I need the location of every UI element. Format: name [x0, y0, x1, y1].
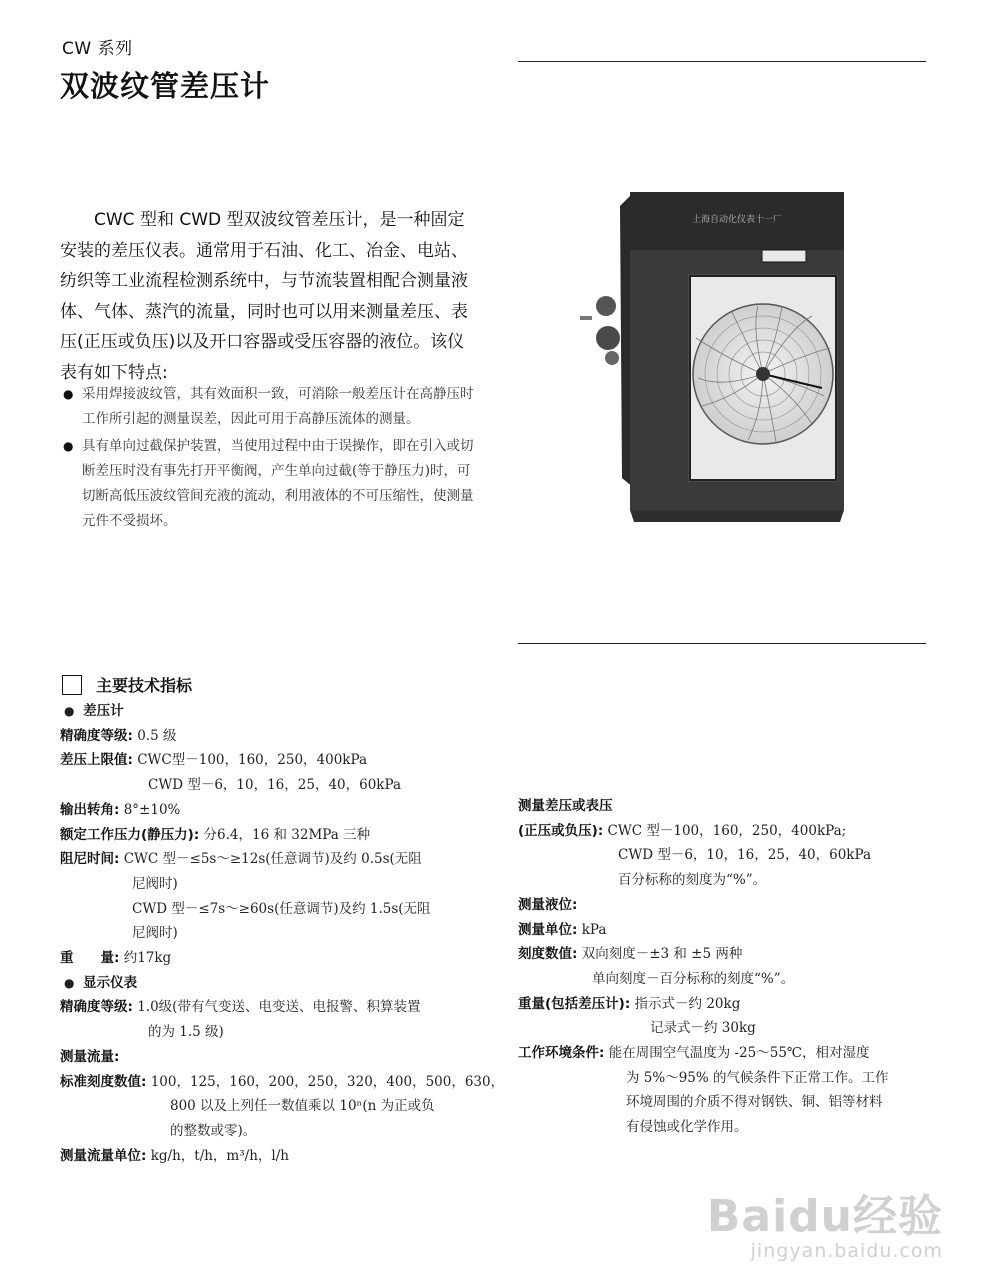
spec-value: 指示式－约 20kg — [634, 995, 741, 1012]
spec-value: 百分标称的刻度为“%”。 — [618, 872, 767, 889]
page-title: 双波纹管差压计 — [60, 69, 271, 103]
spec-row — [518, 942, 938, 967]
spec-label: 测量液位: — [518, 896, 578, 913]
intro-paragraph — [60, 205, 480, 388]
spec-row-cont — [60, 1020, 480, 1045]
section-heading — [62, 673, 192, 696]
spec-value: CWD 型－6，10，16，25，40，60kPa — [148, 777, 402, 794]
spec-row — [518, 819, 938, 844]
watermark-logo: Baidu经验 — [706, 1191, 943, 1242]
spec-value: kPa — [581, 921, 607, 938]
spec-value: 的为 1.5 级) — [148, 1024, 224, 1041]
spec-row-cont — [518, 1016, 938, 1041]
spec-label: 额定工作压力(静压力): — [60, 826, 200, 843]
spec-row-cont — [60, 921, 480, 946]
watermark — [707, 1180, 943, 1262]
spec-label: 精确度等级: — [60, 999, 133, 1016]
bullet-icon: ● — [64, 704, 75, 718]
feature-text: 采用焊接波纹管，其有效面积一致，可消除一般差压计在高静压时工作所引起的测量误差，因此可用于高静压流体的测量。 — [82, 386, 474, 427]
spec-row — [60, 823, 480, 848]
spec-row — [518, 918, 938, 943]
spec-label: 工作环境条件: — [518, 1045, 605, 1062]
spec-label: 输出转角: — [60, 801, 120, 818]
bullet-icon: ● — [64, 975, 75, 990]
spec-row — [518, 893, 938, 918]
spec-label: 测量流量: — [60, 1048, 120, 1065]
spec-label: 测量流量单位: — [60, 1147, 147, 1164]
spec-row-cont — [518, 1090, 938, 1115]
spec-value: CWD 型－≤7s～≥60s(任意调节)及约 1.5s(无阻 — [132, 900, 431, 917]
spec-row — [60, 1070, 505, 1095]
product-photo — [572, 188, 872, 528]
spec-value: CWC型－100，160，250，400kPa — [137, 752, 368, 769]
spec-row-cont — [60, 872, 480, 897]
spec-label: 测量差压或表压 — [518, 798, 613, 814]
spec-value: 为 5%～95% 的气候条件下正常工作。工作 — [626, 1069, 889, 1086]
series-label: CW 系列 — [62, 39, 133, 59]
section-title: 主要技术指标 — [96, 676, 193, 695]
spec-value: 的整数或零)。 — [170, 1122, 257, 1139]
spec-label: 刻度数值: — [518, 946, 578, 963]
feature-text: 具有单向过截保护装置，当使用过程中由于误操作，即在引入或切断差压时没有事先打开平衡阀，产生单向过截(等于静压力)时，可切断高低压波纹管间充液的流动，利用液体的不可压缩性，使测量元件不受损坏。 — [82, 438, 474, 529]
chart-hub — [756, 367, 770, 381]
spec-row-cont — [518, 967, 938, 992]
spec-value: 尼阀时) — [132, 925, 178, 942]
bullet-icon: ● — [63, 387, 74, 401]
left-spec-block — [60, 699, 505, 1168]
spec-value: 能在周围空气温度为 -25～55℃，相对湿度 — [608, 1045, 870, 1062]
spec-row-cont — [518, 843, 938, 868]
spec-row — [60, 995, 480, 1020]
spec-label: 阻尼时间: — [60, 851, 120, 868]
spec-value: 8°±10% — [123, 801, 181, 818]
watermark-url: jingyan.baidu.com — [750, 1240, 943, 1262]
spec-row — [60, 847, 480, 872]
intro-text: CWC 型和 CWD 型双波纹管差压计，是一种固定安装的差压仪表。通常用于石油、化工、冶金、电站、纺织等工业流程检测系统中，与节流装置相配合测量液体、气体、蒸汽的流量，同时也可以用来测量差压、表压(正压或负压)以及开口容器或受压容器的液位。该仪表有如下特点: — [60, 210, 468, 383]
spec-row — [60, 1045, 480, 1070]
spec-row — [60, 748, 480, 773]
case-bottom — [630, 510, 844, 522]
spec-row — [518, 794, 938, 819]
bullet-icon: ● — [63, 439, 74, 453]
spec-value: 有侵蚀或化学作用。 — [626, 1119, 748, 1136]
middle-divider — [518, 643, 926, 644]
spec-row-cont — [60, 1094, 480, 1119]
counter-window — [762, 250, 806, 262]
spec-value: 尼阀时) — [132, 875, 178, 892]
right-spec-block — [518, 794, 938, 1140]
spec-value: 0.5 级 — [137, 727, 177, 744]
spec-value: 800 以及上列任一数值乘以 10ⁿ(n 为正或负 — [170, 1098, 435, 1115]
spec-row — [60, 798, 480, 823]
checkbox-square-icon — [62, 675, 82, 695]
spec-value: 分6.4，16 和 32MPa 三种 — [203, 826, 371, 843]
spec-row-cont — [60, 773, 480, 798]
spec-value: kg/h，t/h，m³/h，l/h — [150, 1147, 289, 1164]
side-knobs — [580, 296, 620, 365]
spec-value: 双向刻度－±3 和 ±5 两种 — [581, 946, 743, 963]
spec-label: 重 量: — [60, 950, 120, 967]
spec-value: CWD 型－6，10，16，25，40，60kPa — [618, 847, 872, 864]
spec-value: CWC 型－≤5s～≥12s(任意调节)及约 0.5s(无阻 — [123, 851, 422, 868]
spec-row — [60, 946, 480, 971]
spec-label: (正压或负压): — [518, 822, 604, 839]
spec-value: 记录式－约 30kg — [650, 1020, 756, 1037]
feature-item — [60, 382, 480, 432]
spec-row-cont — [60, 1119, 480, 1144]
spec-value: CWC 型－100，160，250，400kPa; — [607, 822, 847, 839]
spec-label: 标准刻度数值: — [60, 1073, 147, 1090]
case-label-strip: 上海自动化仪表十一厂 — [692, 215, 783, 225]
spec-row — [60, 1144, 480, 1169]
spec-label: 精确度等级: — [60, 727, 133, 744]
spec-value: 1.0级(带有气变送、电变送、电报警、积算装置 — [137, 999, 421, 1016]
top-divider — [518, 61, 926, 62]
feature-list — [60, 382, 480, 536]
spec-subheading — [60, 971, 480, 996]
spec-label: 重量(包括差压计): — [518, 995, 631, 1012]
spec-value: 约17kg — [123, 950, 172, 967]
spec-label: 测量单位: — [518, 921, 578, 938]
feature-item — [60, 434, 480, 534]
spec-row-cont — [60, 897, 480, 922]
spec-row-cont — [518, 1066, 938, 1091]
spec-subheading — [60, 699, 480, 724]
spec-row-cont — [518, 868, 938, 893]
dp-heading: 差压计 — [83, 703, 124, 719]
spec-value: 环境周围的介质不得对钢铁、铜、铝等材料 — [626, 1094, 883, 1111]
spec-row — [518, 992, 938, 1017]
spec-value: 100，125，160，200，250，320，400，500，630， — [150, 1073, 505, 1090]
display-heading: 显示仪表 — [83, 974, 138, 991]
spec-row-cont — [518, 1115, 938, 1140]
spec-row — [60, 724, 480, 749]
spec-row — [518, 1041, 938, 1066]
spec-label: 差压上限值: — [60, 752, 133, 769]
spec-value: 单向刻度－百分标称的刻度“%”。 — [592, 970, 795, 987]
